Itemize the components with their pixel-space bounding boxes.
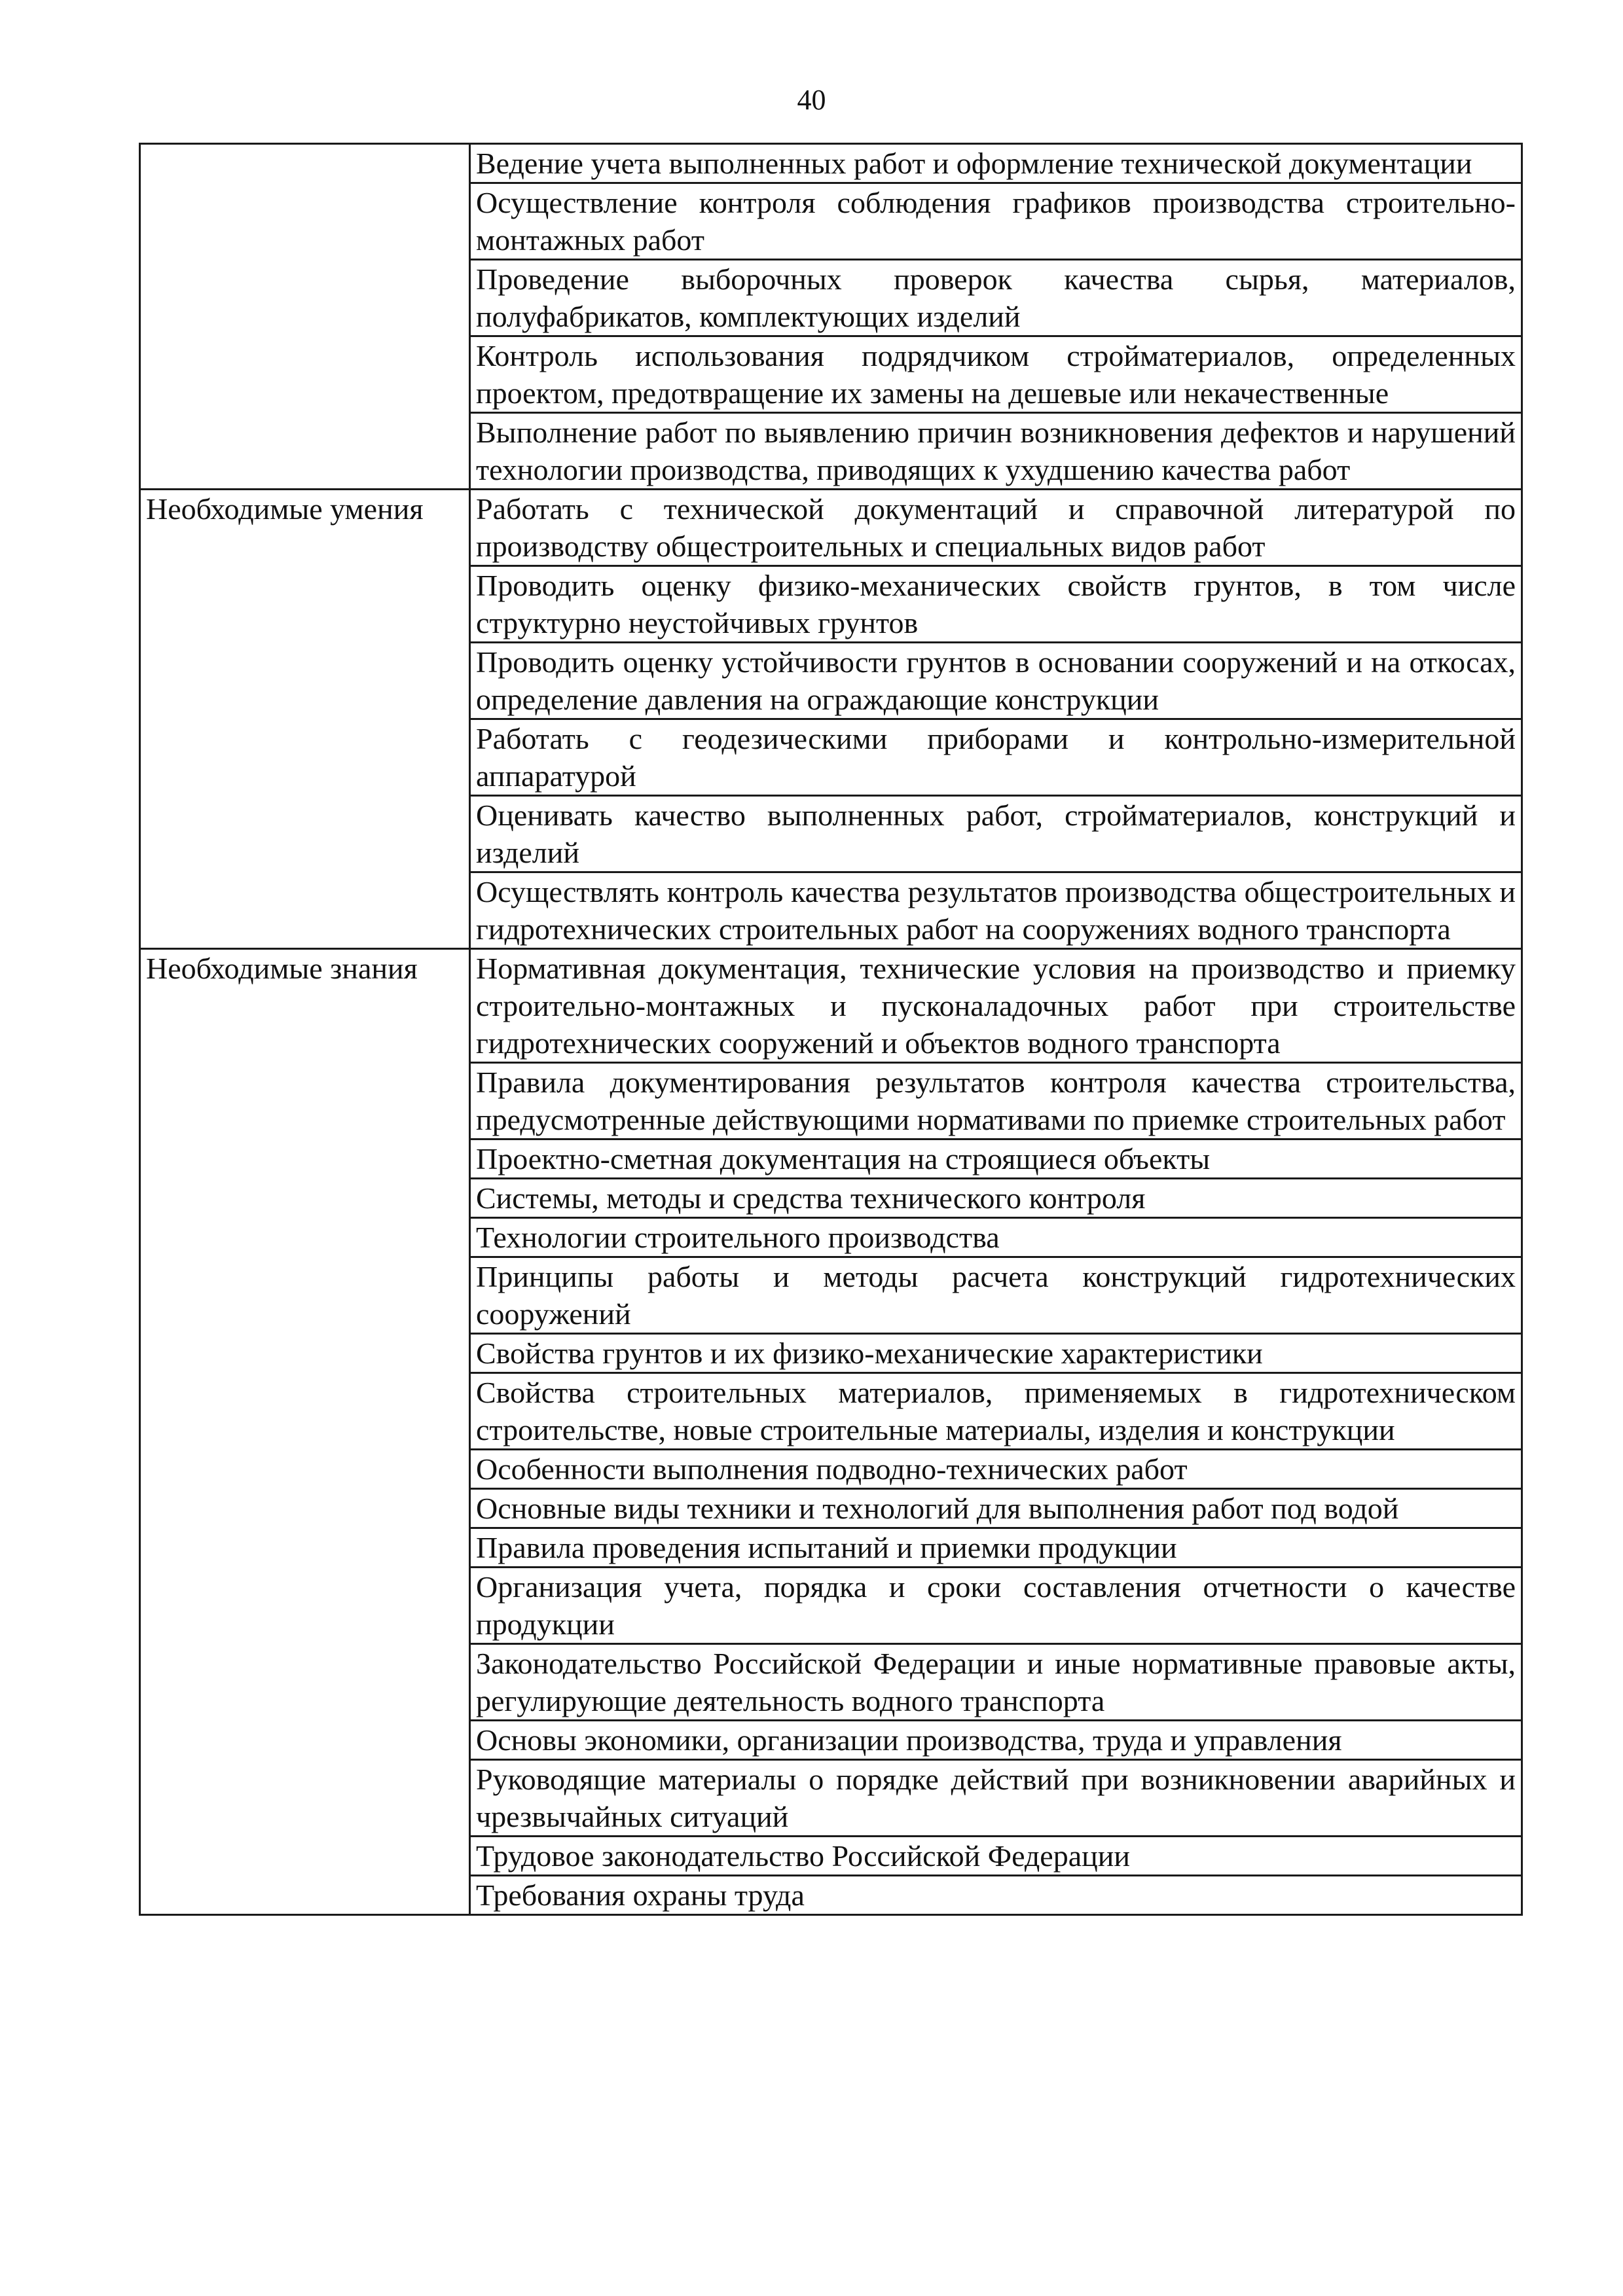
requirement-item-cell: Правила документирования результатов контроля качества строительства, предусмотренные действующими нормативами по приемке строительных работ [470, 1063, 1522, 1139]
group-label-empty-cell [140, 566, 470, 643]
table-row [140, 1721, 1522, 1760]
table-row [140, 1063, 1522, 1139]
requirement-item-cell: Системы, методы и средства технического контроля [470, 1179, 1522, 1218]
table-row [140, 1179, 1522, 1218]
requirement-item-cell: Руководящие материалы о порядке действий при возникновении аварийных и чрезвычайных ситуаций [470, 1760, 1522, 1837]
group-label-cell: Необходимые умения [140, 490, 470, 566]
group-label-empty-cell [140, 643, 470, 719]
table-row [140, 183, 1522, 260]
group-label-empty-cell [140, 1528, 470, 1568]
table-row [140, 1450, 1522, 1489]
table-row [140, 949, 1522, 1063]
table-row [140, 260, 1522, 336]
group-label-empty-cell [140, 1644, 470, 1721]
requirement-item-cell: Правила проведения испытаний и приемки продукции [470, 1528, 1522, 1568]
table-row [140, 719, 1522, 796]
group-label-empty-cell [140, 1568, 470, 1644]
table-row [140, 643, 1522, 719]
table-row [140, 1837, 1522, 1876]
group-label-cell [140, 144, 470, 183]
group-label-empty-cell [140, 1334, 470, 1373]
requirements-table-body [140, 144, 1522, 1915]
group-label-empty-cell [140, 796, 470, 872]
group-label-empty-cell [140, 260, 470, 336]
group-label-empty-cell [140, 183, 470, 260]
table-row [140, 1644, 1522, 1721]
group-label-cell: Необходимые знания [140, 949, 470, 1063]
table-row [140, 1257, 1522, 1334]
requirement-item-cell: Требования охраны труда [470, 1876, 1522, 1915]
table-row [140, 1760, 1522, 1837]
requirement-item-cell: Основные виды техники и технологий для выполнения работ под водой [470, 1489, 1522, 1528]
table-row [140, 1334, 1522, 1373]
table-row [140, 1373, 1522, 1450]
table-row [140, 796, 1522, 872]
requirement-item-cell: Работать с геодезическими приборами и контрольно-измерительной аппаратурой [470, 719, 1522, 796]
requirement-item-cell: Технологии строительного производства [470, 1218, 1522, 1257]
requirement-item-cell: Принципы работы и методы расчета конструкций гидротехнических сооружений [470, 1257, 1522, 1334]
requirement-item-cell: Осуществлять контроль качества результатов производства общестроительных и гидротехнических строительных работ на сооружениях водного транспорта [470, 872, 1522, 949]
group-label-empty-cell [140, 1139, 470, 1179]
requirement-item-cell: Свойства грунтов и их физико-механические характеристики [470, 1334, 1522, 1373]
group-label-empty-cell [140, 1837, 470, 1876]
group-label-empty-cell [140, 1373, 470, 1450]
group-label-empty-cell [140, 1063, 470, 1139]
requirement-item-cell: Работать с технической документаций и справочной литературой по производству общестроительных и специальных видов работ [470, 490, 1522, 566]
group-label-empty-cell [140, 719, 470, 796]
requirement-item-cell: Трудовое законодательство Российской Федерации [470, 1837, 1522, 1876]
group-label-empty-cell [140, 336, 470, 413]
requirement-item-cell: Контроль использования подрядчиком стройматериалов, определенных проектом, предотвращение их замены на дешевые или некачественные [470, 336, 1522, 413]
group-label-empty-cell [140, 1721, 470, 1760]
requirement-item-cell: Проводить оценку физико-механических свойств грунтов, в том числе структурно неустойчивых грунтов [470, 566, 1522, 643]
requirement-item-cell: Организация учета, порядка и сроки составления отчетности о качестве продукции [470, 1568, 1522, 1644]
requirement-item-cell: Проектно-сметная документация на строящиеся объекты [470, 1139, 1522, 1179]
requirement-item-cell: Законодательство Российской Федерации и иные нормативные правовые акты, регулирующие деятельность водного транспорта [470, 1644, 1522, 1721]
requirement-item-cell: Проведение выборочных проверок качества сырья, материалов, полуфабрикатов, комплектующих изделий [470, 260, 1522, 336]
requirement-item-cell: Осуществление контроля соблюдения графиков производства строительно-монтажных работ [470, 183, 1522, 260]
group-label-empty-cell [140, 1218, 470, 1257]
group-label-empty-cell [140, 1179, 470, 1218]
table-row [140, 1139, 1522, 1179]
requirement-item-cell: Особенности выполнения подводно-технических работ [470, 1450, 1522, 1489]
table-row [140, 413, 1522, 490]
group-label-empty-cell [140, 872, 470, 949]
table-row [140, 872, 1522, 949]
table-row [140, 1528, 1522, 1568]
page-number: 40 [797, 84, 826, 116]
requirement-item-cell: Нормативная документация, технические условия на производство и приемку строительно-монтажных и пусконаладочных работ при строительстве гидротехнических сооружений и объектов водного транспорта [470, 949, 1522, 1063]
table-row [140, 1489, 1522, 1528]
requirement-item-cell: Ведение учета выполненных работ и оформление технической документации [470, 144, 1522, 183]
requirement-item-cell: Оценивать качество выполненных работ, стройматериалов, конструкций и изделий [470, 796, 1522, 872]
requirement-item-cell: Свойства строительных материалов, применяемых в гидротехническом строительстве, новые строительные материалы, изделия и конструкции [470, 1373, 1522, 1450]
group-label-empty-cell [140, 413, 470, 490]
table-row [140, 144, 1522, 183]
requirement-item-cell: Выполнение работ по выявлению причин возникновения дефектов и нарушений технологии производства, приводящих к ухудшению качества работ [470, 413, 1522, 490]
group-label-empty-cell [140, 1760, 470, 1837]
requirement-item-cell: Основы экономики, организации производства, труда и управления [470, 1721, 1522, 1760]
table-row [140, 336, 1522, 413]
group-label-empty-cell [140, 1450, 470, 1489]
table-row [140, 1876, 1522, 1915]
table-row [140, 1568, 1522, 1644]
table-row [140, 1218, 1522, 1257]
group-label-empty-cell [140, 1257, 470, 1334]
group-label-empty-cell [140, 1489, 470, 1528]
group-label-empty-cell [140, 1876, 470, 1915]
table-row [140, 490, 1522, 566]
table-row [140, 566, 1522, 643]
requirement-item-cell: Проводить оценку устойчивости грунтов в основании сооружений и на откосах, определение давления на ограждающие конструкции [470, 643, 1522, 719]
requirements-table [139, 143, 1523, 1916]
